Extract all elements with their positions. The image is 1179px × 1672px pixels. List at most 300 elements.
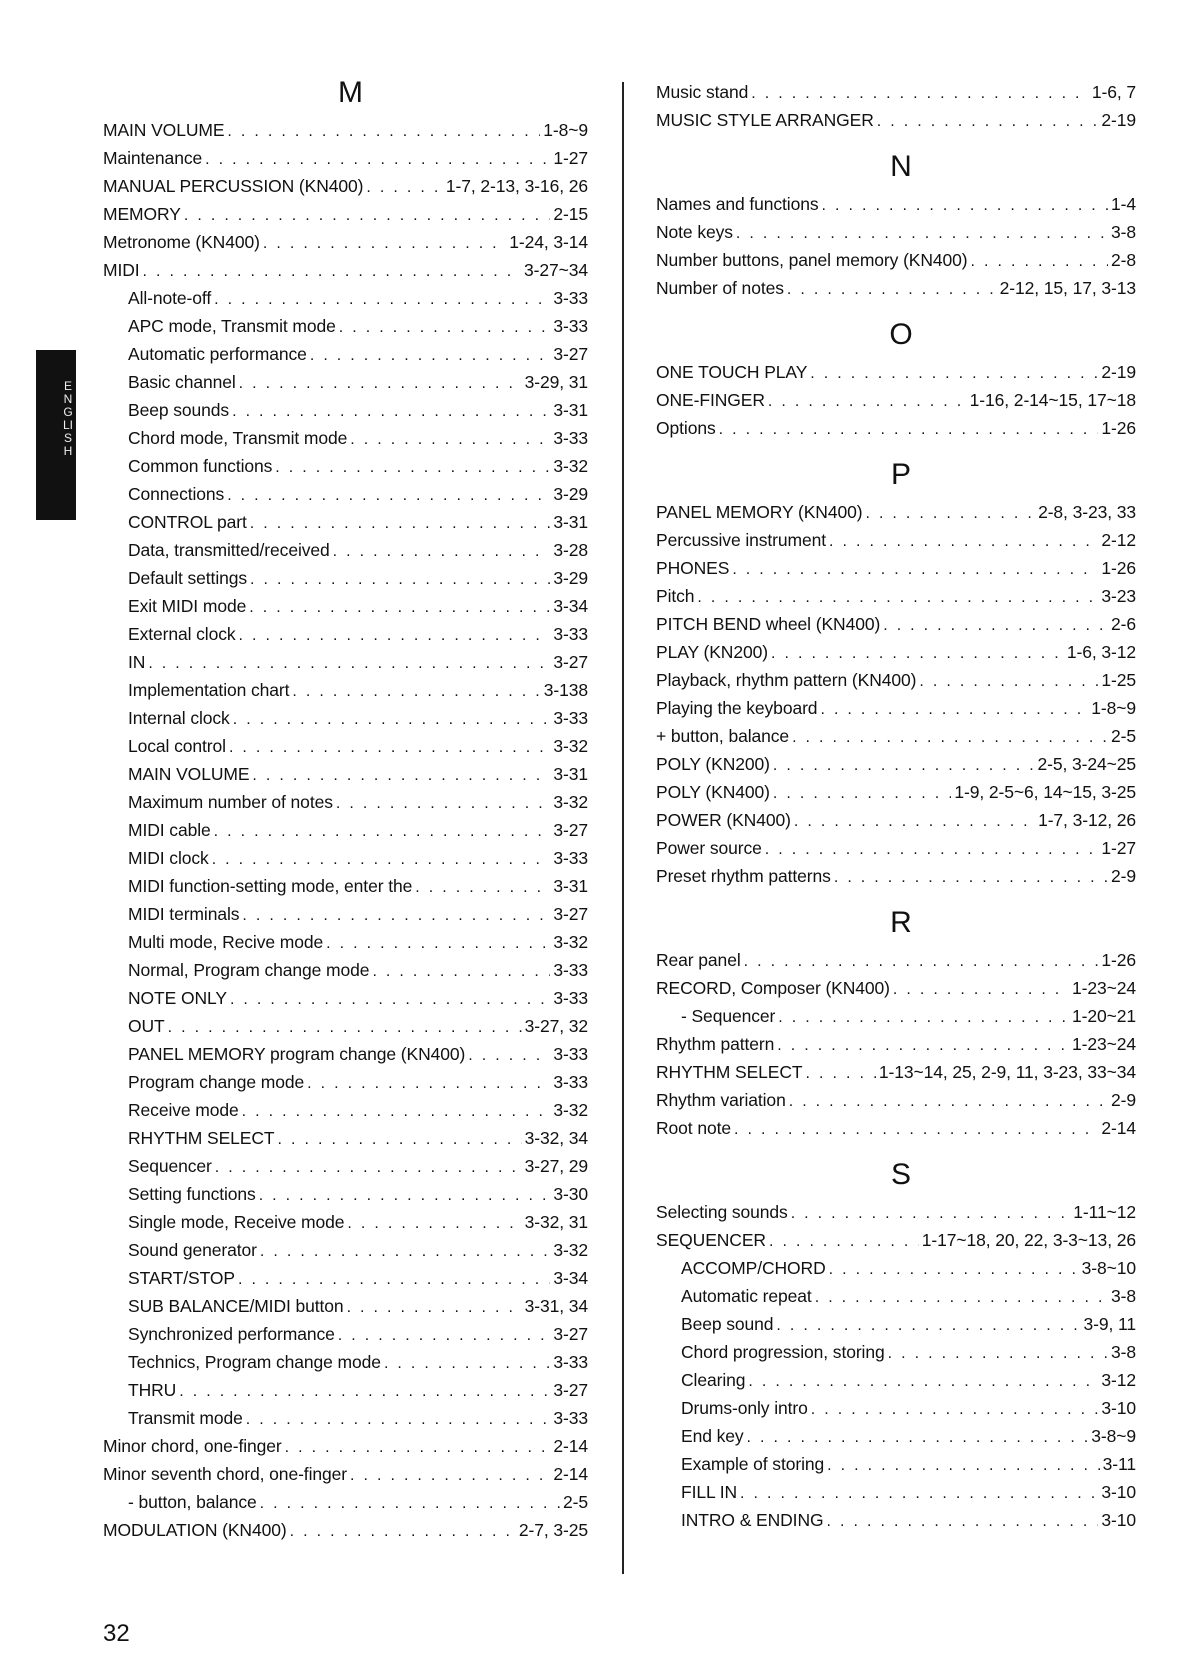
index-entry (656, 1450, 1136, 1478)
index-term: Pitch (656, 586, 695, 606)
dot-leader (778, 1004, 1069, 1032)
dot-leader (883, 612, 1108, 640)
index-term: Common functions (128, 456, 273, 476)
dot-leader (336, 790, 550, 818)
dot-leader (747, 1424, 1089, 1452)
dot-leader (415, 874, 550, 902)
dot-leader (877, 108, 1099, 136)
index-page-ref: 2-9 (1111, 866, 1136, 886)
index-page-ref: 2-5, 3-24~25 (1037, 754, 1136, 774)
dot-leader (263, 230, 506, 258)
dot-leader (865, 500, 1035, 528)
dot-leader (275, 454, 550, 482)
column-divider (622, 82, 624, 1574)
index-entry (656, 1422, 1136, 1450)
index-entry (103, 1488, 588, 1516)
index-page-ref: 3-27 (553, 904, 588, 924)
index-term: SUB BALANCE/MIDI button (128, 1296, 344, 1316)
index-page-ref: 3-32, 31 (524, 1212, 588, 1232)
index-page-ref: 1-4 (1111, 194, 1136, 214)
index-entry (656, 834, 1136, 862)
index-term: MIDI (103, 260, 140, 280)
index-term: Internal clock (128, 708, 230, 728)
index-page-ref: 2-15 (553, 204, 588, 224)
entry-list-m (103, 116, 588, 1544)
language-tab-label: ENGLISH (63, 379, 74, 458)
index-page-ref: 2-14 (1101, 1118, 1136, 1138)
index-page-ref: 1-7, 2-13, 3-16, 26 (445, 176, 588, 196)
index-entry (103, 172, 588, 200)
index-entry (656, 946, 1136, 974)
dot-leader (347, 1294, 522, 1322)
index-entry (103, 480, 588, 508)
index-page-ref: 3-32 (553, 456, 588, 476)
index-entry (656, 190, 1136, 218)
index-term: POLY (KN400) (656, 782, 770, 802)
index-entry (103, 536, 588, 564)
index-term: Technics, Program change mode (128, 1352, 381, 1372)
dot-leader (773, 780, 952, 808)
dot-leader (771, 640, 1064, 668)
index-entry (656, 106, 1136, 134)
dot-leader (260, 1238, 550, 1266)
index-page-ref: 1-25 (1101, 670, 1136, 690)
index-term: MAIN VOLUME (103, 120, 225, 140)
index-entry (103, 1432, 588, 1460)
index-entry (656, 414, 1136, 442)
index-page-ref: 1-27 (553, 148, 588, 168)
index-entry (103, 1012, 588, 1040)
dot-leader (740, 1480, 1098, 1508)
dot-leader (773, 752, 1035, 780)
index-term: MIDI clock (128, 848, 209, 868)
index-section-o (656, 320, 1136, 442)
index-term: Example of storing (681, 1454, 825, 1474)
index-term: Rhythm variation (656, 1090, 786, 1110)
dot-leader (787, 276, 997, 304)
dot-leader (372, 958, 550, 986)
index-entry (656, 666, 1136, 694)
index-page-ref: 2-19 (1101, 362, 1136, 382)
index-page-ref: 1-27 (1101, 838, 1136, 858)
index-term: Names and functions (656, 194, 819, 214)
index-page-ref: 1-26 (1101, 950, 1136, 970)
index-term: Number buttons, panel memory (KN400) (656, 250, 968, 270)
index-entry (656, 1282, 1136, 1310)
index-page-ref: 3-138 (543, 680, 588, 700)
index-entry (103, 732, 588, 760)
section-letter-r: R (890, 906, 912, 939)
index-page-ref: 2-6 (1111, 614, 1136, 634)
index-term: Drums-only intro (681, 1398, 808, 1418)
dot-leader (212, 846, 551, 874)
index-page-ref: 3-31 (553, 400, 588, 420)
dot-leader (338, 1322, 551, 1350)
index-section-m-continued (656, 78, 1136, 134)
dot-leader (777, 1032, 1069, 1060)
index-term: Number of notes (656, 278, 784, 298)
index-page-ref: 3-28 (553, 540, 588, 560)
index-entry (103, 1068, 588, 1096)
index-page-ref: 2-12 (1101, 530, 1136, 550)
index-term: Transmit mode (128, 1408, 243, 1428)
dot-leader (919, 668, 1098, 696)
index-entry (103, 200, 588, 228)
index-entry (656, 358, 1136, 386)
index-term: MODULATION (KN400) (103, 1520, 287, 1540)
index-entry (656, 1114, 1136, 1142)
index-term: Percussive instrument (656, 530, 827, 550)
index-page-ref: 3-8 (1111, 222, 1136, 242)
dot-leader (792, 724, 1108, 752)
index-entry (103, 1460, 588, 1488)
index-page-ref: 3-31 (553, 512, 588, 532)
index-page-ref: 3-8~9 (1091, 1426, 1136, 1446)
index-entry (656, 498, 1136, 526)
index-term: IN (128, 652, 146, 672)
section-letter-p: P (890, 458, 911, 491)
index-term: Metronome (KN400) (103, 232, 260, 252)
index-entry (656, 694, 1136, 722)
index-entry (103, 620, 588, 648)
index-term: INTRO & ENDING (681, 1510, 824, 1530)
dot-leader (239, 622, 551, 650)
index-page-ref: 3-32 (553, 1240, 588, 1260)
index-entry (103, 228, 588, 256)
index-page-ref: 2-14 (553, 1436, 588, 1456)
index-page-ref: 2-7, 3-25 (518, 1520, 588, 1540)
index-term: Receive mode (128, 1100, 239, 1120)
index-column-right (656, 78, 1136, 1552)
index-page-ref: 2-8 (1111, 250, 1136, 270)
index-entry (103, 592, 588, 620)
dot-leader (769, 1228, 919, 1256)
index-page-ref: 3-33 (553, 1408, 588, 1428)
index-page-ref: 3-9, 11 (1083, 1314, 1136, 1334)
entry-list-m-continued (656, 78, 1136, 134)
index-entry (656, 722, 1136, 750)
index-term: External clock (128, 624, 236, 644)
index-entry (656, 246, 1136, 274)
index-entry (656, 78, 1136, 106)
dot-leader (736, 220, 1108, 248)
index-term: Connections (128, 484, 225, 504)
index-entry (656, 274, 1136, 302)
index-page-ref: 3-32 (553, 1100, 588, 1120)
index-term: Playing the keyboard (656, 698, 818, 718)
dot-leader (184, 202, 551, 230)
page-number: 32 (103, 1620, 130, 1647)
index-entry (103, 340, 588, 368)
index-entry (656, 554, 1136, 582)
index-page-ref: 3-8 (1111, 1342, 1136, 1362)
index-term: Data, transmitted/received (128, 540, 330, 560)
index-term: Basic channel (128, 372, 236, 392)
index-term: Exit MIDI mode (128, 596, 247, 616)
dot-leader (215, 1154, 522, 1182)
index-term: Default settings (128, 568, 248, 588)
index-page-ref: 1-8~9 (1091, 698, 1136, 718)
index-entry (103, 1264, 588, 1292)
index-page-ref: 3-33 (553, 428, 588, 448)
index-section-r (656, 908, 1136, 1142)
index-page-ref: 3-8~10 (1081, 1258, 1136, 1278)
dot-leader (249, 594, 550, 622)
index-page-ref: 3-29 (553, 568, 588, 588)
index-entry (656, 1310, 1136, 1338)
index-term: ONE TOUCH PLAY (656, 362, 808, 382)
index-column-left (103, 78, 588, 1562)
dot-leader (290, 1518, 516, 1546)
dot-leader (719, 416, 1099, 444)
index-entry (103, 648, 588, 676)
index-term: All-note-off (128, 288, 212, 308)
index-entry (656, 218, 1136, 246)
index-term: + button, balance (656, 726, 790, 746)
index-entry (656, 638, 1136, 666)
index-term: CONTROL part (128, 512, 247, 532)
index-term: Power source (656, 838, 762, 858)
entry-list-r (656, 946, 1136, 1142)
dot-leader (776, 1312, 1080, 1340)
dot-leader (259, 1182, 551, 1210)
index-term: Single mode, Receive mode (128, 1212, 345, 1232)
dot-leader (242, 1098, 551, 1126)
index-page-ref: 1-13~14, 25, 2-9, 11, 3-23, 33~34 (878, 1062, 1136, 1082)
index-term: MAIN VOLUME (128, 764, 250, 784)
index-page-ref: 3-32, 34 (524, 1128, 588, 1148)
index-entry (656, 974, 1136, 1002)
index-entry (103, 312, 588, 340)
index-entry (103, 900, 588, 928)
index-page-ref: 3-32 (553, 932, 588, 952)
dot-leader (143, 258, 521, 286)
dot-leader (744, 948, 1099, 976)
index-page-ref: 3-10 (1101, 1398, 1136, 1418)
index-page-ref: 1-17~18, 20, 22, 3-3~13, 26 (921, 1230, 1136, 1250)
index-entry (103, 1208, 588, 1236)
index-entry (103, 396, 588, 424)
dot-leader (246, 1406, 551, 1434)
dot-leader (732, 556, 1098, 584)
index-page-ref: 3-33 (553, 988, 588, 1008)
index-term: MUSIC STYLE ARRANGER (656, 110, 874, 130)
index-entry (656, 1478, 1136, 1506)
section-letter-m: M (338, 76, 363, 109)
index-term: Implementation chart (128, 680, 290, 700)
dot-leader (239, 370, 522, 398)
dot-leader (822, 192, 1109, 220)
dot-leader (888, 1340, 1108, 1368)
index-term: Program change mode (128, 1072, 305, 1092)
index-term: Options (656, 418, 716, 438)
index-entry (103, 368, 588, 396)
index-term: Maintenance (103, 148, 203, 168)
index-entry (103, 956, 588, 984)
dot-leader (252, 762, 550, 790)
dot-leader (827, 1452, 1100, 1480)
index-term: - Sequencer (681, 1006, 776, 1026)
index-entry (103, 1152, 588, 1180)
dot-leader (179, 1378, 550, 1406)
index-term: Playback, rhythm pattern (KN400) (656, 670, 917, 690)
dot-leader (789, 1088, 1108, 1116)
index-entry (656, 1394, 1136, 1422)
dot-leader (827, 1508, 1099, 1536)
index-term: Sequencer (128, 1156, 212, 1176)
index-section-m (103, 78, 588, 1544)
index-term: OUT (128, 1016, 165, 1036)
dot-leader (250, 566, 550, 594)
index-page-ref: 1-16, 2-14~15, 17~18 (969, 390, 1136, 410)
index-entry (656, 1002, 1136, 1030)
index-page-ref: 1-23~24 (1071, 978, 1136, 998)
index-term: START/STOP (128, 1268, 235, 1288)
index-term: RHYTHM SELECT (656, 1062, 803, 1082)
index-entry (656, 778, 1136, 806)
dot-leader (697, 584, 1098, 612)
index-entry (103, 116, 588, 144)
dot-leader (734, 1116, 1098, 1144)
entry-list-s (656, 1198, 1136, 1534)
index-page-ref: 1-8~9 (543, 120, 588, 140)
dot-leader (168, 1014, 522, 1042)
index-page-ref: 3-33 (553, 1352, 588, 1372)
index-entry (103, 452, 588, 480)
dot-leader (292, 678, 540, 706)
index-page-ref: 1-24, 3-14 (509, 232, 588, 252)
index-page-ref: 3-29, 31 (524, 372, 588, 392)
dot-leader (233, 706, 551, 734)
dot-leader (791, 1200, 1071, 1228)
index-term: THRU (128, 1380, 177, 1400)
index-page-ref: 3-12 (1101, 1370, 1136, 1390)
dot-leader (765, 836, 1099, 864)
index-term: Music stand (656, 82, 749, 102)
index-page-ref: 1-26 (1101, 558, 1136, 578)
index-page-ref: 3-34 (553, 596, 588, 616)
dot-leader (810, 360, 1098, 388)
entry-list-p (656, 498, 1136, 890)
index-page-ref: 3-31 (553, 876, 588, 896)
dot-leader (829, 1256, 1079, 1284)
index-page-ref: 1-6, 3-12 (1066, 642, 1136, 662)
dot-leader (751, 80, 1089, 108)
index-page-ref: 3-27 (553, 344, 588, 364)
index-entry (103, 984, 588, 1012)
index-page-ref: 3-31 (553, 764, 588, 784)
dot-leader (227, 118, 540, 146)
index-term: Clearing (681, 1370, 746, 1390)
dot-leader (971, 248, 1108, 276)
index-term: Maximum number of notes (128, 792, 333, 812)
index-entry (103, 816, 588, 844)
index-entry (103, 1040, 588, 1068)
index-term: Beep sound (681, 1314, 774, 1334)
index-page-ref: 3-31, 34 (524, 1296, 588, 1316)
dot-leader (333, 538, 551, 566)
index-term: Multi mode, Recive mode (128, 932, 324, 952)
index-entry (656, 386, 1136, 414)
dot-leader (250, 510, 551, 538)
index-entry (656, 1198, 1136, 1226)
index-entry (656, 610, 1136, 638)
index-entry (103, 1404, 588, 1432)
index-page-ref: 2-19 (1101, 110, 1136, 130)
index-term: Rear panel (656, 950, 741, 970)
index-page-ref: 2-8, 3-23, 33 (1038, 502, 1136, 522)
dot-leader (815, 1284, 1108, 1312)
index-entry (103, 256, 588, 284)
dot-leader (768, 388, 967, 416)
index-term: Automatic performance (128, 344, 307, 364)
index-term: POWER (KN400) (656, 810, 791, 830)
dot-leader (310, 342, 551, 370)
index-page-ref: 3-33 (553, 624, 588, 644)
index-entry (656, 806, 1136, 834)
index-entry (656, 582, 1136, 610)
index-term: RHYTHM SELECT (128, 1128, 275, 1148)
dot-leader (347, 1210, 521, 1238)
index-term: Sound generator (128, 1240, 257, 1260)
dot-leader (468, 1042, 550, 1070)
index-entry (103, 676, 588, 704)
index-entry (103, 424, 588, 452)
index-page-ref: 3-27 (553, 820, 588, 840)
index-page-ref: 2-14 (553, 1464, 588, 1484)
index-page-ref: 1-26 (1101, 418, 1136, 438)
index-term: MEMORY (103, 204, 181, 224)
index-term: Rhythm pattern (656, 1034, 775, 1054)
index-page-ref: 3-10 (1101, 1510, 1136, 1530)
index-entry (656, 1254, 1136, 1282)
dot-leader (820, 696, 1088, 724)
index-entry (103, 508, 588, 536)
index-page-ref: 3-29 (553, 484, 588, 504)
index-section-s (656, 1160, 1136, 1534)
index-term: Normal, Program change mode (128, 960, 370, 980)
index-page-ref: 3-27, 32 (524, 1016, 588, 1036)
index-term: POLY (KN200) (656, 754, 770, 774)
index-term: MANUAL PERCUSSION (KN400) (103, 176, 364, 196)
dot-leader (214, 286, 550, 314)
index-page-ref: 2-5 (1111, 726, 1136, 746)
index-entry (103, 284, 588, 312)
language-side-tab (36, 350, 76, 520)
dot-leader (242, 902, 550, 930)
index-term: Chord progression, storing (681, 1342, 885, 1362)
index-term: Root note (656, 1118, 731, 1138)
index-term: MIDI cable (128, 820, 211, 840)
index-term: NOTE ONLY (128, 988, 227, 1008)
index-term: PANEL MEMORY program change (KN400) (128, 1044, 466, 1064)
index-term: Chord mode, Transmit mode (128, 428, 348, 448)
index-entry (656, 1086, 1136, 1114)
index-term: Setting functions (128, 1184, 256, 1204)
dot-leader (366, 174, 443, 202)
dot-leader (339, 314, 551, 342)
dot-leader (806, 1060, 876, 1088)
index-entry (103, 1348, 588, 1376)
index-page-ref: 3-8 (1111, 1286, 1136, 1306)
index-page-ref: 3-30 (553, 1184, 588, 1204)
dot-leader (307, 1070, 550, 1098)
index-page-ref: 3-27, 29 (524, 1156, 588, 1176)
index-term: ONE-FINGER (656, 390, 765, 410)
index-page-ref: 2-5 (563, 1492, 588, 1512)
index-entry (103, 1376, 588, 1404)
dot-leader (238, 1266, 550, 1294)
